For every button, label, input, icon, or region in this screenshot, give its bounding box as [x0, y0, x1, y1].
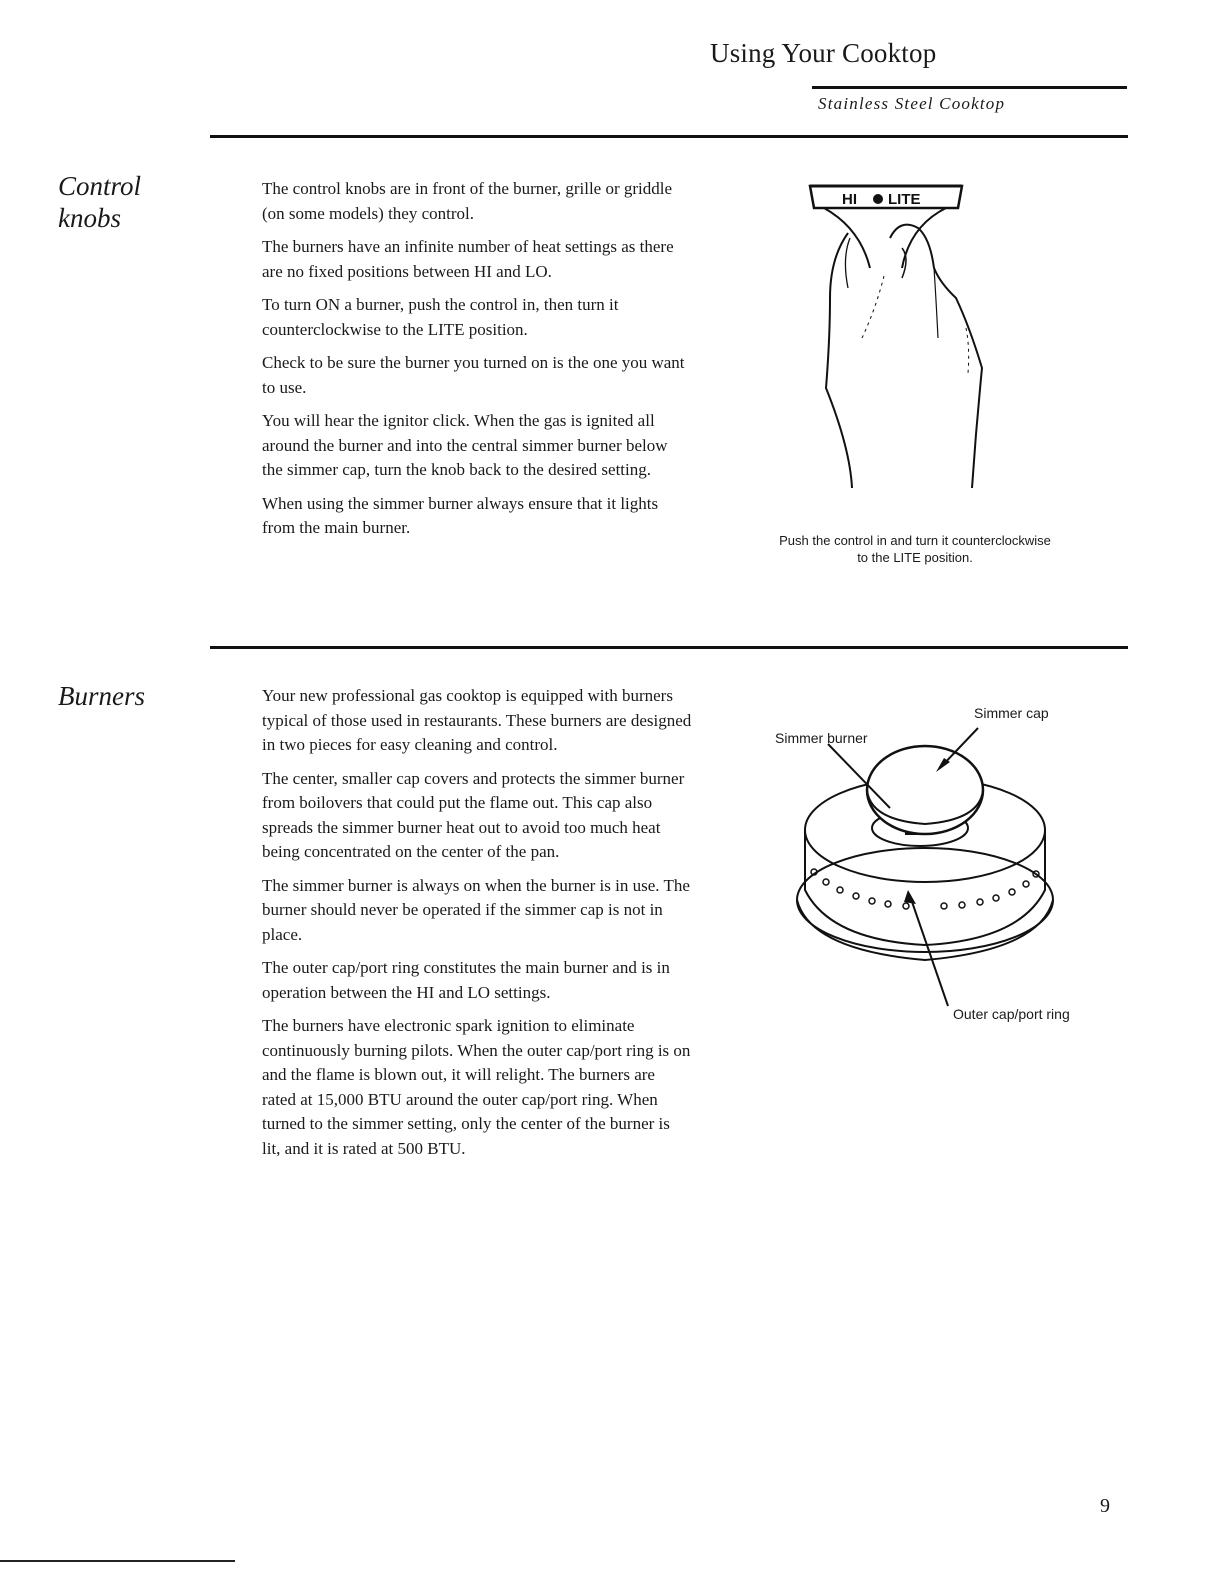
section-title-line: knobs — [58, 203, 121, 233]
section-divider-burners — [210, 646, 1128, 649]
label-simmer-cap: Simmer cap — [974, 705, 1049, 721]
paragraph: To turn ON a burner, push the control in, then turn it counterclockwise to the LITE position. — [262, 295, 619, 339]
paragraph: The outer cap/port ring constitutes the main burner and is in operation between the HI and LO settings. — [262, 958, 670, 1002]
page-header-title: Using Your Cooktop — [710, 38, 937, 68]
control-knobs-text — [262, 177, 692, 550]
section-title-burners: Burners — [58, 681, 145, 711]
section-divider-control-knobs — [210, 135, 1128, 138]
paragraph: You will hear the ignitor click. When the gas is ignited all around the burner and into the central simmer burner below the simmer cap, turn the knob back to the desired setting. — [262, 411, 668, 479]
caption-line: to the LITE position. — [857, 550, 973, 565]
paragraph: Check to be sure the burner you turned on is the one you want to use. — [262, 353, 685, 397]
section-title-control-knobs — [58, 170, 141, 234]
paragraph: The burners have electronic spark ignition to eliminate continuously burning pilots. When the outer cap/port ring is on and the flame is blown out, it will relight. The burners are rated at 15,000 BTU around the outer cap/port ring. When turned to the simmer setting, only the center of the burner is lit, and it is rated at 500 BTU. — [262, 1016, 691, 1158]
header-divider — [812, 86, 1127, 89]
paragraph: The burners have an infinite number of heat settings as there are no fixed positions between HI and LO. — [262, 237, 674, 281]
burner-illustration — [770, 700, 1080, 1030]
burners-text — [262, 684, 692, 1170]
paragraph: When using the simmer burner always ensure that it lights from the main burner. — [262, 493, 659, 537]
page-header-subtitle: Stainless Steel Cooktop — [818, 94, 1006, 113]
knob-dot-icon — [873, 194, 883, 204]
paragraph: The center, smaller cap covers and protects the simmer burner from boilovers that could put the flame out. This cap also spreads the simmer burner heat out to avoid too much heat being concentrated on the center of the pan. — [262, 768, 685, 861]
label-simmer-burner: Simmer burner — [775, 730, 868, 746]
paragraph: The control knobs are in front of the burner, grille or griddle (on some models) they control. — [262, 179, 673, 223]
footer-rule — [0, 1560, 235, 1562]
knob-hand-illustration — [790, 178, 990, 498]
knob-label-lite: LITE — [888, 191, 921, 208]
caption-line: Push the control in and turn it counterclockwise — [779, 533, 1051, 548]
label-outer-cap-port-ring: Outer cap/port ring — [953, 1006, 1070, 1022]
section-title-line: Control — [58, 171, 142, 201]
knob-figure-caption — [740, 532, 1090, 566]
paragraph: The simmer burner is always on when the burner is in use. The burner should never be operated if the simmer cap is not in place. — [262, 875, 690, 944]
knob-label-hi: HI — [842, 191, 857, 208]
paragraph: Your new professional gas cooktop is equipped with burners typical of those used in restaurants. These burners are designed in two pieces for easy cleaning and control. — [262, 686, 692, 754]
page-number: 9 — [1100, 1495, 1110, 1517]
